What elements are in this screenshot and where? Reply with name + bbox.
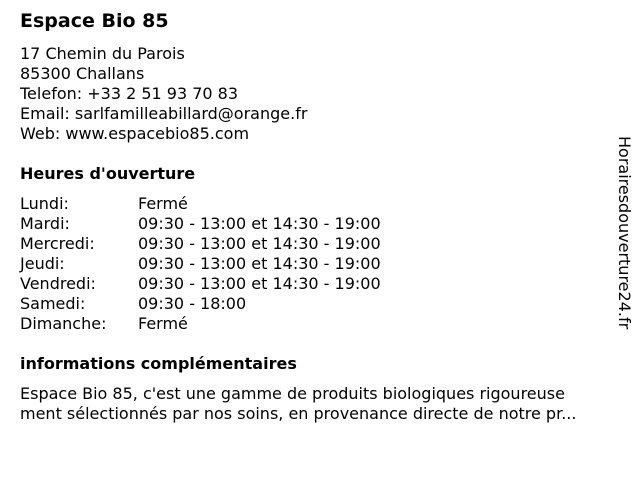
day-label: Dimanche: [20,314,107,333]
day-hours: 09:30 - 13:00 et 14:30 - 19:00 [138,254,381,273]
additional-info-heading: informations complémentaires [20,354,297,373]
description-line-1: Espace Bio 85, c'est une gamme de produits biologiques rigoureuse [20,384,565,403]
address-line-1: 17 Chemin du Parois [20,44,185,63]
web-line: Web: www.espacebio85.com [20,124,250,143]
day-hours: 09:30 - 13:00 et 14:30 - 19:00 [138,234,381,253]
day-label: Samedi: [20,294,86,313]
day-hours: 09:30 - 13:00 et 14:30 - 19:00 [138,274,381,293]
description-line-2: ment sélectionnés par nos soins, en provenance directe de notre pr... [20,404,577,423]
email-line: Email: sarlfamilleabillard@orange.fr [20,104,308,123]
day-label: Jeudi: [20,254,65,273]
contact-block [20,44,307,144]
day-label: Mardi: [20,214,70,233]
day-label: Vendredi: [20,274,96,293]
day-hours: 09:30 - 13:00 et 14:30 - 19:00 [138,214,381,233]
opening-hours-heading: Heures d'ouverture [20,164,196,183]
address-line-2: 85300 Challans [20,64,145,83]
site-watermark: Horairesdouverture24.fr [615,136,634,330]
day-label: Lundi: [20,194,69,213]
business-name: Espace Bio 85 [20,10,169,32]
day-label: Mercredi: [20,234,95,253]
day-hours: 09:30 - 18:00 [138,294,247,313]
day-hours: Fermé [138,194,188,213]
phone-line: Telefon: +33 2 51 93 70 83 [20,84,239,103]
additional-info-text [20,384,628,424]
day-hours: Fermé [138,314,188,333]
